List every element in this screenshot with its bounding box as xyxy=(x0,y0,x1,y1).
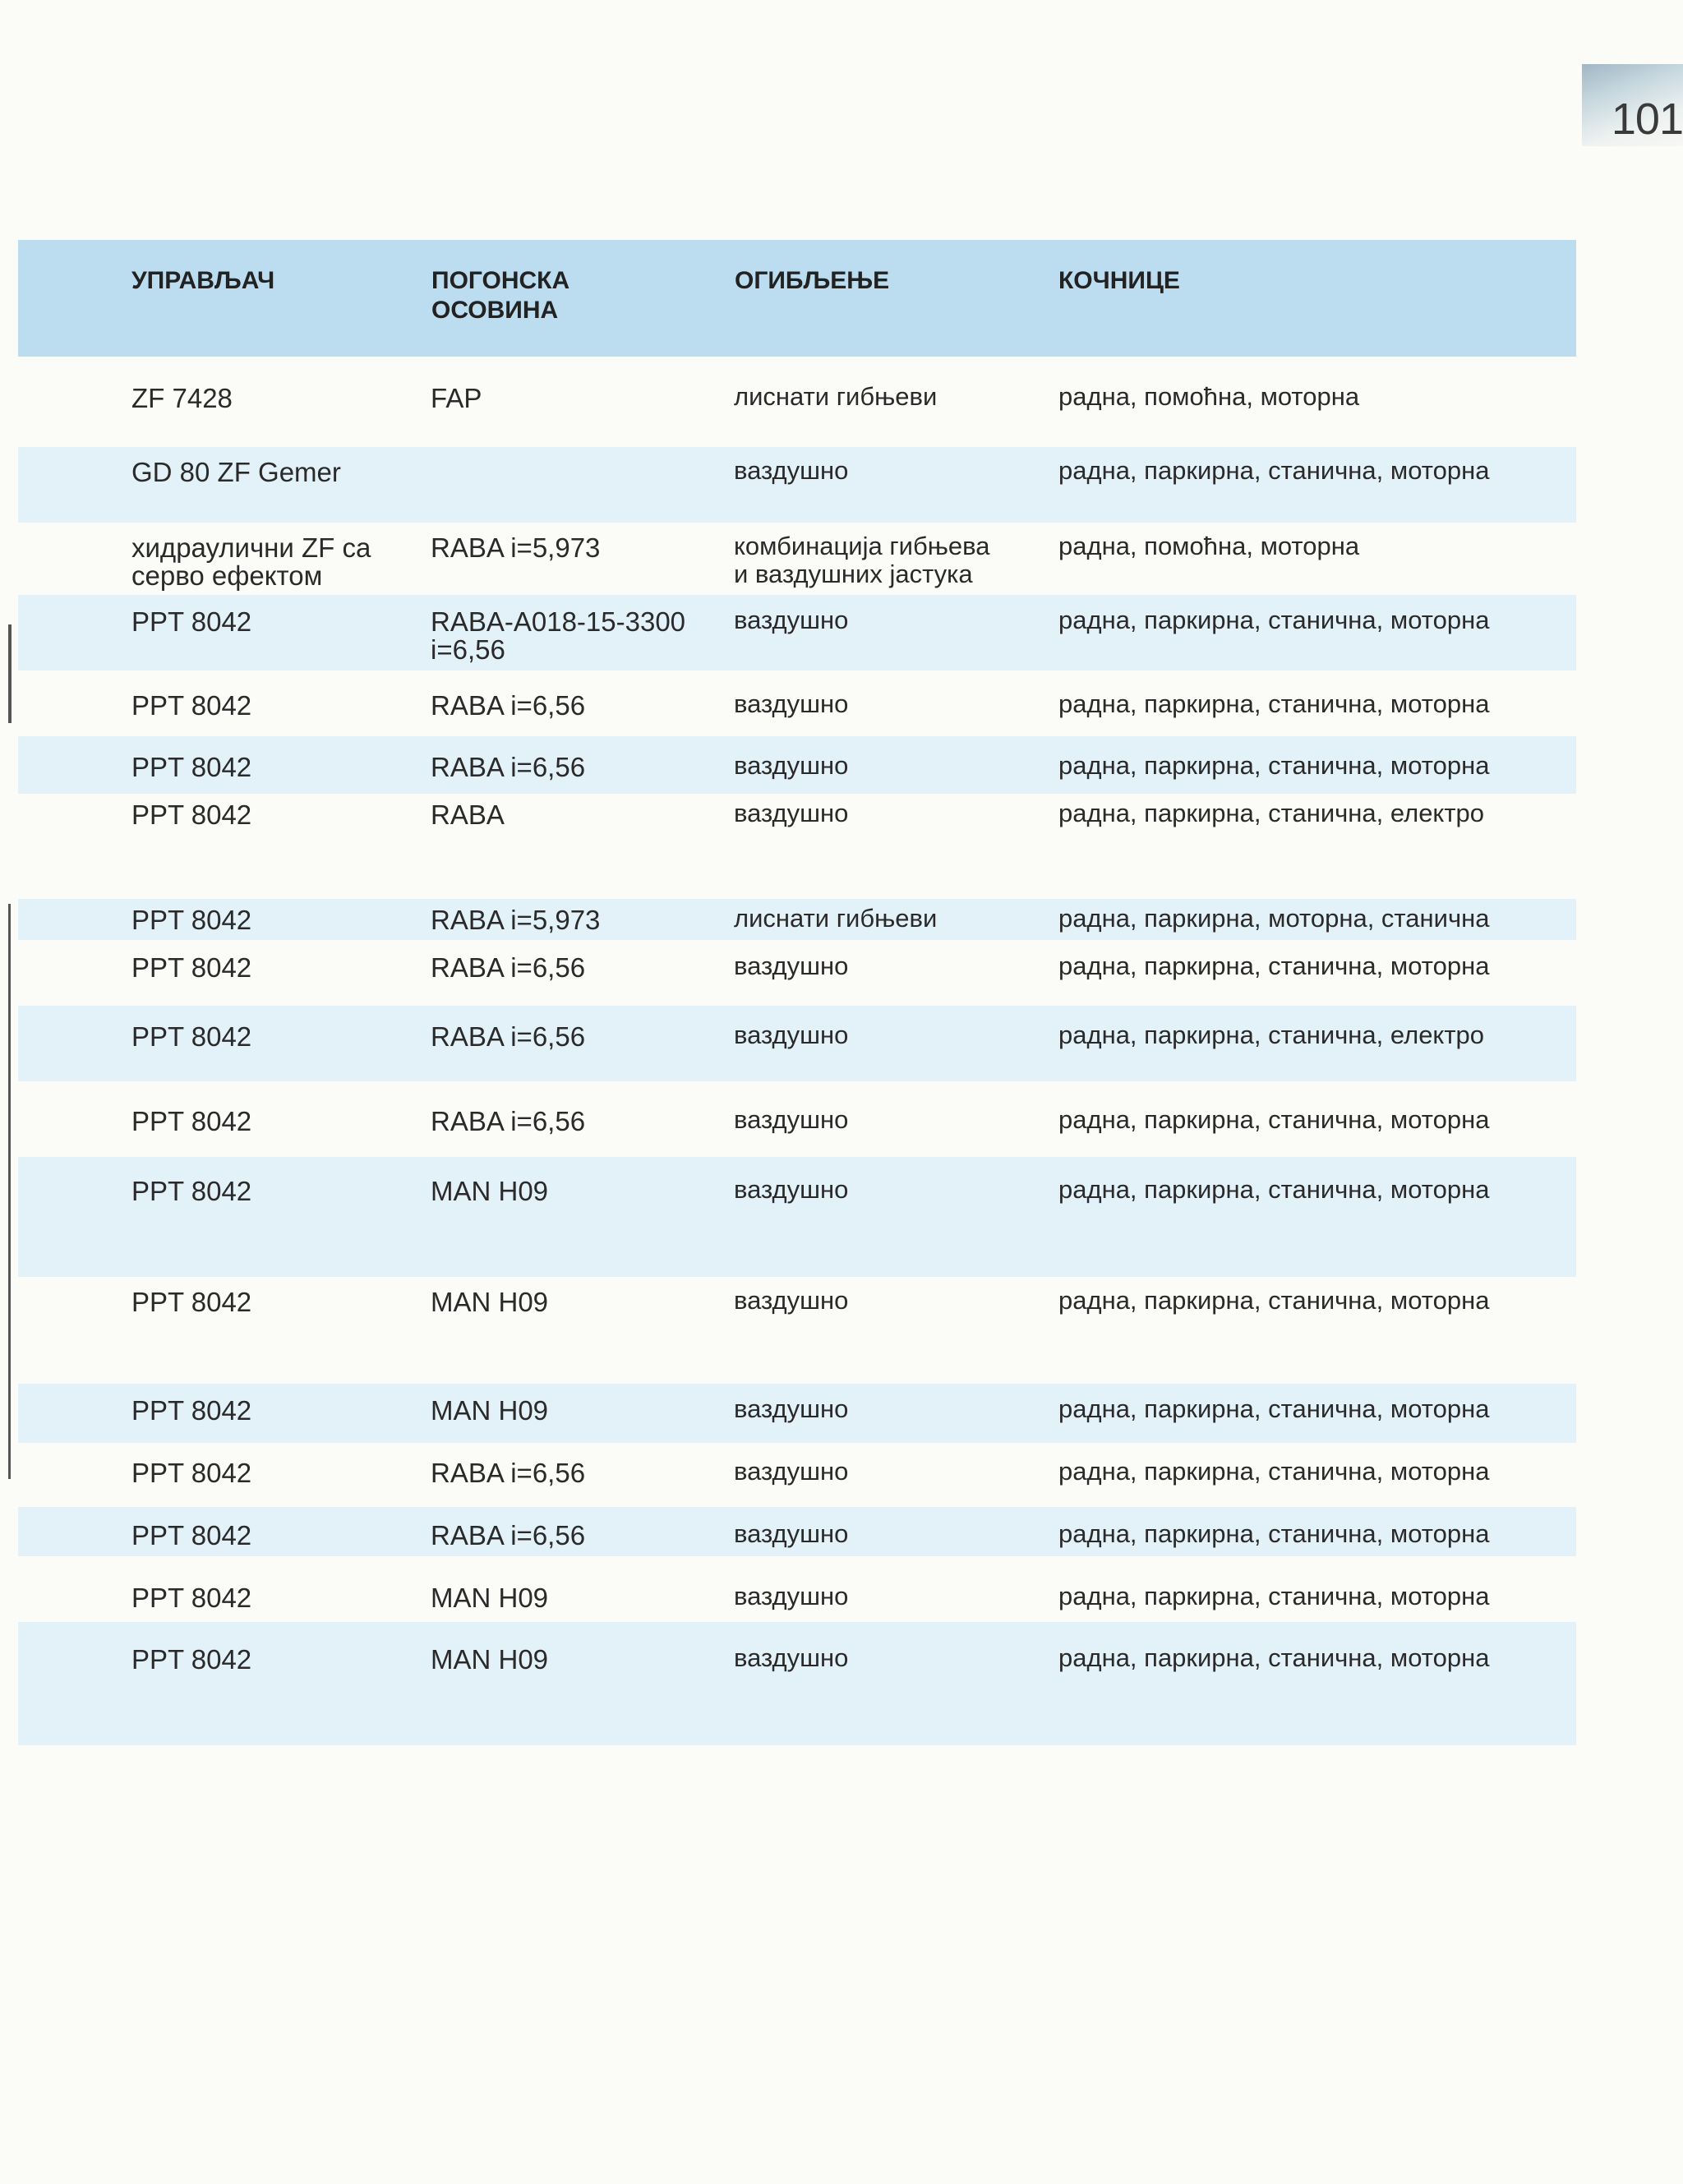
cell-brakes: радна, паркирна, станична, електро xyxy=(1058,1021,1485,1049)
cell-drive-axle: MAN H09 xyxy=(431,1395,549,1426)
cell-brakes: радна, паркирна, станична, електро xyxy=(1058,799,1485,827)
cell-brakes: радна, паркирна, станична, моторна xyxy=(1058,1175,1490,1204)
page-number: 101 xyxy=(1611,94,1683,144)
cell-brakes: радна, паркирна, станична, моторна xyxy=(1058,456,1490,485)
cell-drive-axle: RABA i=6,56 xyxy=(431,1458,586,1488)
cell-drive-axle: MAN H09 xyxy=(431,1176,549,1206)
cell-suspension: ваздушно xyxy=(734,1582,849,1610)
cell-brakes: радна, паркирна, станична, моторна xyxy=(1058,606,1490,634)
cell-suspension: ваздушно xyxy=(734,1105,849,1134)
header-suspension: ОГИБЉЕЊЕ xyxy=(735,267,890,294)
cell-brakes: радна, паркирна, станична, моторна xyxy=(1058,1286,1490,1315)
cell-drive-axle: RABA i=6,56 xyxy=(431,952,586,983)
cell-suspension: лиснати гибњеви xyxy=(734,904,938,933)
cell-steering: ZF 7428 xyxy=(131,383,233,413)
cell-drive-axle: MAN H09 xyxy=(431,1287,549,1317)
table-header xyxy=(18,240,1576,357)
cell-brakes: радна, паркирна, станична, моторна xyxy=(1058,1394,1490,1423)
header-drive-axle: ПОГОНСКА ОСОВИНА xyxy=(431,267,570,324)
cell-steering: PPT 8042 xyxy=(131,1287,252,1317)
cell-suspension: ваздушно xyxy=(734,1175,849,1204)
cell-steering: PPT 8042 xyxy=(131,1458,252,1488)
cell-suspension: ваздушно xyxy=(734,799,849,827)
cell-brakes: радна, паркирна, станична, моторна xyxy=(1058,1457,1490,1486)
cell-brakes: радна, паркирна, станична, моторна xyxy=(1058,689,1490,718)
cell-suspension: ваздушно xyxy=(734,1457,849,1486)
row-band xyxy=(18,1622,1576,1745)
cell-drive-axle: RABA i=6,56 xyxy=(431,1106,586,1136)
header-brakes: КОЧНИЦЕ xyxy=(1058,267,1180,294)
cell-suspension: комбинација гибњева и ваздушних јастука xyxy=(734,532,990,588)
cell-steering: PPT 8042 xyxy=(131,1021,252,1052)
cell-brakes: радна, паркирна, станична, моторна xyxy=(1058,951,1490,980)
cell-suspension: ваздушно xyxy=(734,689,849,718)
cell-drive-axle: RABA i=6,56 xyxy=(431,752,586,782)
cell-drive-axle: RABA i=6,56 xyxy=(431,1021,586,1052)
cell-brakes: радна, помоћна, моторна xyxy=(1058,382,1360,411)
cell-drive-axle: RABA i=5,973 xyxy=(431,532,601,563)
cell-brakes: радна, помоћна, моторна xyxy=(1058,532,1360,560)
cell-brakes: радна, паркирна, станична, моторна xyxy=(1058,1582,1490,1610)
cell-drive-axle: RABA i=6,56 xyxy=(431,1520,586,1550)
cell-brakes: радна, паркирна, станична, моторна xyxy=(1058,751,1490,780)
cell-suspension: ваздушно xyxy=(734,951,849,980)
margin-mark xyxy=(8,624,12,723)
cell-steering: PPT 8042 xyxy=(131,799,252,830)
cell-steering: PPT 8042 xyxy=(131,952,252,983)
cell-steering: PPT 8042 xyxy=(131,752,252,782)
header-steering: УПРАВЉАЧ xyxy=(131,267,275,294)
cell-suspension: ваздушно xyxy=(734,1394,849,1423)
cell-drive-axle: RABA xyxy=(431,799,505,830)
cell-brakes: радна, паркирна, моторна, станична xyxy=(1058,904,1490,933)
cell-steering: PPT 8042 xyxy=(131,606,252,637)
cell-steering: PPT 8042 xyxy=(131,905,252,935)
cell-steering: PPT 8042 xyxy=(131,1176,252,1206)
cell-steering: PPT 8042 xyxy=(131,1520,252,1550)
cell-suspension: ваздушно xyxy=(734,1519,849,1548)
cell-steering: PPT 8042 xyxy=(131,690,252,721)
cell-suspension: ваздушно xyxy=(734,1643,849,1672)
cell-suspension: ваздушно xyxy=(734,606,849,634)
cell-suspension: ваздушно xyxy=(734,456,849,485)
cell-suspension: лиснати гибњеви xyxy=(734,382,938,411)
cell-brakes: радна, паркирна, станична, моторна xyxy=(1058,1105,1490,1134)
cell-steering: PPT 8042 xyxy=(131,1395,252,1426)
cell-drive-axle: MAN H09 xyxy=(431,1644,549,1675)
cell-drive-axle: FAP xyxy=(431,383,482,413)
cell-steering: GD 80 ZF Gemer xyxy=(131,457,341,487)
cell-drive-axle: RABA-A018-15-3300 i=6,56 xyxy=(431,606,686,665)
cell-suspension: ваздушно xyxy=(734,1286,849,1315)
cell-brakes: радна, паркирна, станична, моторна xyxy=(1058,1519,1490,1548)
cell-suspension: ваздушно xyxy=(734,1021,849,1049)
margin-mark xyxy=(8,904,11,1479)
cell-drive-axle: RABA i=5,973 xyxy=(431,905,601,935)
cell-steering: PPT 8042 xyxy=(131,1644,252,1675)
cell-steering: PPT 8042 xyxy=(131,1106,252,1136)
cell-steering: PPT 8042 xyxy=(131,1583,252,1613)
cell-suspension: ваздушно xyxy=(734,751,849,780)
cell-brakes: радна, паркирна, станична, моторна xyxy=(1058,1643,1490,1672)
cell-drive-axle: MAN H09 xyxy=(431,1583,549,1613)
cell-drive-axle: RABA i=6,56 xyxy=(431,690,586,721)
cell-steering: хидраулични ZF са серво ефектом xyxy=(131,532,371,591)
